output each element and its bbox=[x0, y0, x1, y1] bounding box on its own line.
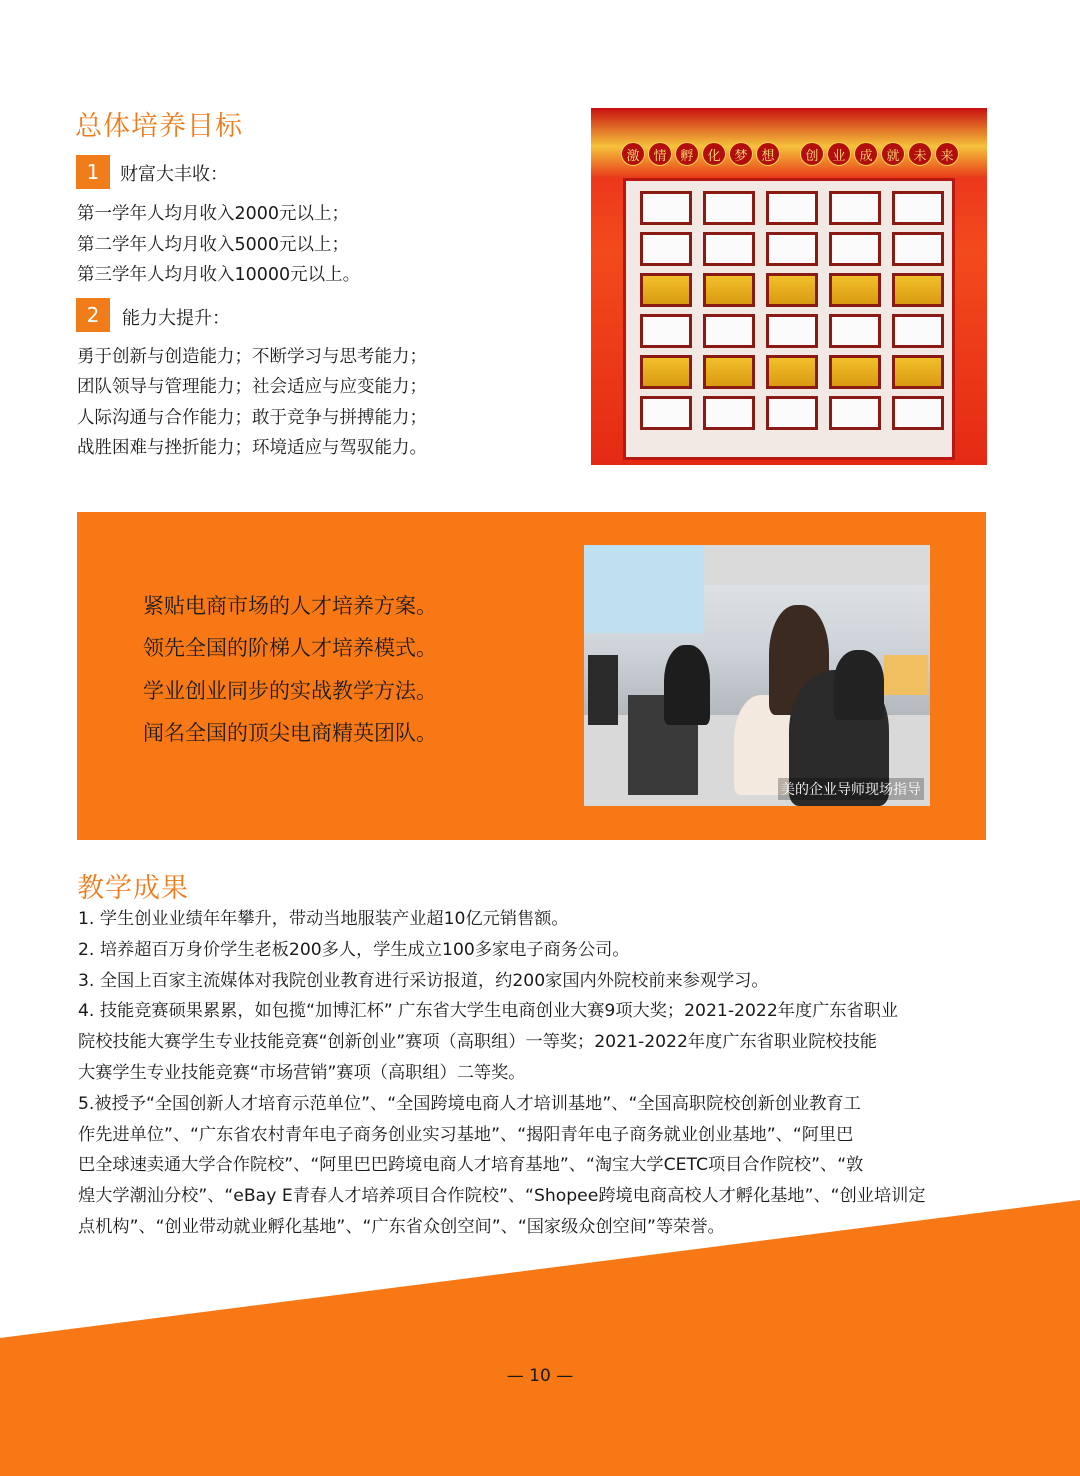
slogan-char: 就 bbox=[881, 142, 905, 166]
plaque-face bbox=[643, 317, 689, 345]
slogan-char: 情 bbox=[648, 142, 672, 166]
slogan-char: 想 bbox=[756, 142, 780, 166]
plaque-face bbox=[769, 276, 815, 304]
plaque-face bbox=[769, 399, 815, 427]
plaque-face bbox=[832, 399, 878, 427]
results-line: 3. 全国上百家主流媒体对我院创业教育进行采访报道，约200家国内外院校前来参观学习。 bbox=[78, 970, 769, 991]
goal-2-line: 团队领导与管理能力；社会适应与应变能力； bbox=[77, 377, 427, 397]
footer-shape bbox=[0, 1200, 1080, 1476]
honor-slogan bbox=[621, 142, 959, 166]
plaque bbox=[829, 355, 881, 389]
page-number: — 10 — bbox=[506, 1366, 574, 1386]
plaque-face bbox=[895, 317, 941, 345]
photo-caption: 美的企业导师现场指导 bbox=[778, 778, 924, 800]
photo-ceiling bbox=[704, 545, 930, 585]
goal-1-line: 第二学年人均月收入5000元以上； bbox=[77, 235, 350, 255]
goal-heading-2: 能力大提升： bbox=[122, 308, 230, 329]
goal-2-line: 人际沟通与合作能力；敢于竞争与拼搏能力； bbox=[77, 408, 427, 428]
slogan-gap bbox=[783, 142, 797, 164]
slogan-char: 创 bbox=[800, 142, 824, 166]
slogan-char: 化 bbox=[702, 142, 726, 166]
results-list bbox=[78, 904, 990, 1243]
plaque bbox=[703, 191, 755, 225]
plaque bbox=[766, 396, 818, 430]
plaque-face bbox=[832, 194, 878, 222]
plaque bbox=[892, 355, 944, 389]
slogan-char: 孵 bbox=[675, 142, 699, 166]
plaque bbox=[766, 232, 818, 266]
plaque bbox=[892, 314, 944, 348]
plaque-face bbox=[832, 235, 878, 263]
plaque-face bbox=[832, 358, 878, 386]
results-line: 煌大学潮汕分校”、“eBay E青春人才培养项目合作院校”、“Shopee跨境电商高校人才孵化基地”、“创业培训定 bbox=[78, 1186, 926, 1207]
plaque-face bbox=[643, 276, 689, 304]
plaque bbox=[892, 273, 944, 307]
plaque bbox=[829, 191, 881, 225]
plaque-grid bbox=[640, 191, 944, 430]
results-line: 点机构”、“创业带动就业孵化基地”、“广东省众创空间”、“国家级众创空间”等荣誉。 bbox=[78, 1216, 725, 1237]
plaque-face bbox=[895, 276, 941, 304]
plaque bbox=[640, 191, 692, 225]
plaque-face bbox=[769, 235, 815, 263]
plaque-face bbox=[643, 194, 689, 222]
footer-band bbox=[0, 1200, 1080, 1476]
plaque bbox=[766, 273, 818, 307]
plaque-face bbox=[706, 399, 752, 427]
plaque-face bbox=[832, 317, 878, 345]
plaque bbox=[766, 314, 818, 348]
plaque-face bbox=[769, 317, 815, 345]
plaque-face bbox=[643, 399, 689, 427]
plaque-face bbox=[706, 235, 752, 263]
honor-wall-photo bbox=[591, 108, 987, 465]
slogan-char: 未 bbox=[908, 142, 932, 166]
plaque-face bbox=[769, 194, 815, 222]
highlight-line: 闻名全国的顶尖电商精英团队。 bbox=[143, 721, 437, 745]
plaque bbox=[703, 396, 755, 430]
results-line: 4. 技能竞赛硕果累累，如包揽“加博汇杯” 广东省大学生电商创业大赛9项大奖；2021-2022年度广东省职业 bbox=[78, 1001, 899, 1022]
slogan-char: 梦 bbox=[729, 142, 753, 166]
plaque bbox=[766, 191, 818, 225]
plaque bbox=[829, 273, 881, 307]
plaque-board bbox=[623, 178, 955, 460]
photo-window bbox=[584, 545, 704, 633]
plaque-face bbox=[643, 358, 689, 386]
plaque bbox=[892, 191, 944, 225]
plaque-face bbox=[643, 235, 689, 263]
plaque bbox=[766, 355, 818, 389]
goal-2-line: 战胜困难与挫折能力；环境适应与驾驭能力。 bbox=[77, 438, 427, 458]
plaque bbox=[829, 232, 881, 266]
results-line: 巴全球速卖通大学合作院校”、“阿里巴巴跨境电商人才培育基地”、“淘宝大学CETC项目合作院校”、“敦 bbox=[78, 1155, 864, 1176]
results-line: 5.被授予“全国创新人才培育示范单位”、“全国跨境电商人才培训基地”、“全国高职院校创新创业教育工 bbox=[78, 1093, 861, 1114]
plaque bbox=[640, 232, 692, 266]
slogan-char: 业 bbox=[827, 142, 851, 166]
plaque bbox=[829, 396, 881, 430]
photo-person bbox=[664, 645, 710, 725]
plaque-face bbox=[832, 276, 878, 304]
plaque bbox=[892, 396, 944, 430]
plaque bbox=[640, 396, 692, 430]
plaque bbox=[703, 273, 755, 307]
results-title: 教学成果 bbox=[77, 873, 189, 904]
plaque-face bbox=[895, 358, 941, 386]
goal-heading-1: 财富大丰收： bbox=[120, 164, 228, 185]
results-line: 院校技能大赛学生专业技能竞赛“创新创业”赛项（高职组）一等奖；2021-2022年度广东省职业院校技能 bbox=[78, 1032, 877, 1053]
highlight-line: 紧贴电商市场的人才培养方案。 bbox=[143, 594, 437, 618]
plaque-face bbox=[895, 194, 941, 222]
plaque bbox=[703, 314, 755, 348]
plaque-face bbox=[706, 276, 752, 304]
plaque bbox=[640, 314, 692, 348]
goal-number-2: 2 bbox=[76, 298, 110, 332]
goals-title: 总体培养目标 bbox=[75, 111, 243, 142]
plaque bbox=[703, 355, 755, 389]
photo-monitor bbox=[884, 655, 928, 695]
classroom-photo bbox=[584, 545, 930, 806]
results-line: 1. 学生创业业绩年年攀升，带动当地服装产业超10亿元销售额。 bbox=[78, 909, 569, 929]
goal-1-line: 第三学年人均月收入10000元以上。 bbox=[77, 265, 361, 285]
plaque-face bbox=[706, 194, 752, 222]
plaque-face bbox=[769, 358, 815, 386]
plaque bbox=[640, 273, 692, 307]
plaque-face bbox=[706, 317, 752, 345]
plaque bbox=[703, 232, 755, 266]
highlight-line: 领先全国的阶梯人才培养模式。 bbox=[143, 636, 437, 660]
plaque-face bbox=[895, 235, 941, 263]
results-line: 2. 培养超百万身价学生老板200多人，学生成立100多家电子商务公司。 bbox=[78, 939, 630, 960]
results-line: 作先进单位”、“广东省农村青年电子商务创业实习基地”、“揭阳青年电子商务就业创业基地”、“阿里巴 bbox=[78, 1124, 854, 1145]
slogan-char: 激 bbox=[621, 142, 645, 166]
highlight-line: 学业创业同步的实战教学方法。 bbox=[143, 679, 437, 703]
goal-number-1: 1 bbox=[76, 155, 110, 189]
goal-2-line: 勇于创新与创造能力；不断学习与思考能力； bbox=[77, 347, 427, 367]
goal-1-line: 第一学年人均月收入2000元以上； bbox=[77, 204, 350, 224]
plaque bbox=[892, 232, 944, 266]
photo-monitor bbox=[588, 655, 618, 725]
slogan-char: 成 bbox=[854, 142, 878, 166]
plaque bbox=[829, 314, 881, 348]
plaque bbox=[640, 355, 692, 389]
photo-person bbox=[834, 650, 884, 720]
plaque-face bbox=[895, 399, 941, 427]
highlights-panel bbox=[77, 512, 986, 840]
results-line: 大赛学生专业技能竞赛“市场营销”赛项（高职组）二等奖。 bbox=[78, 1062, 526, 1083]
slogan-char: 来 bbox=[935, 142, 959, 166]
plaque-face bbox=[706, 358, 752, 386]
